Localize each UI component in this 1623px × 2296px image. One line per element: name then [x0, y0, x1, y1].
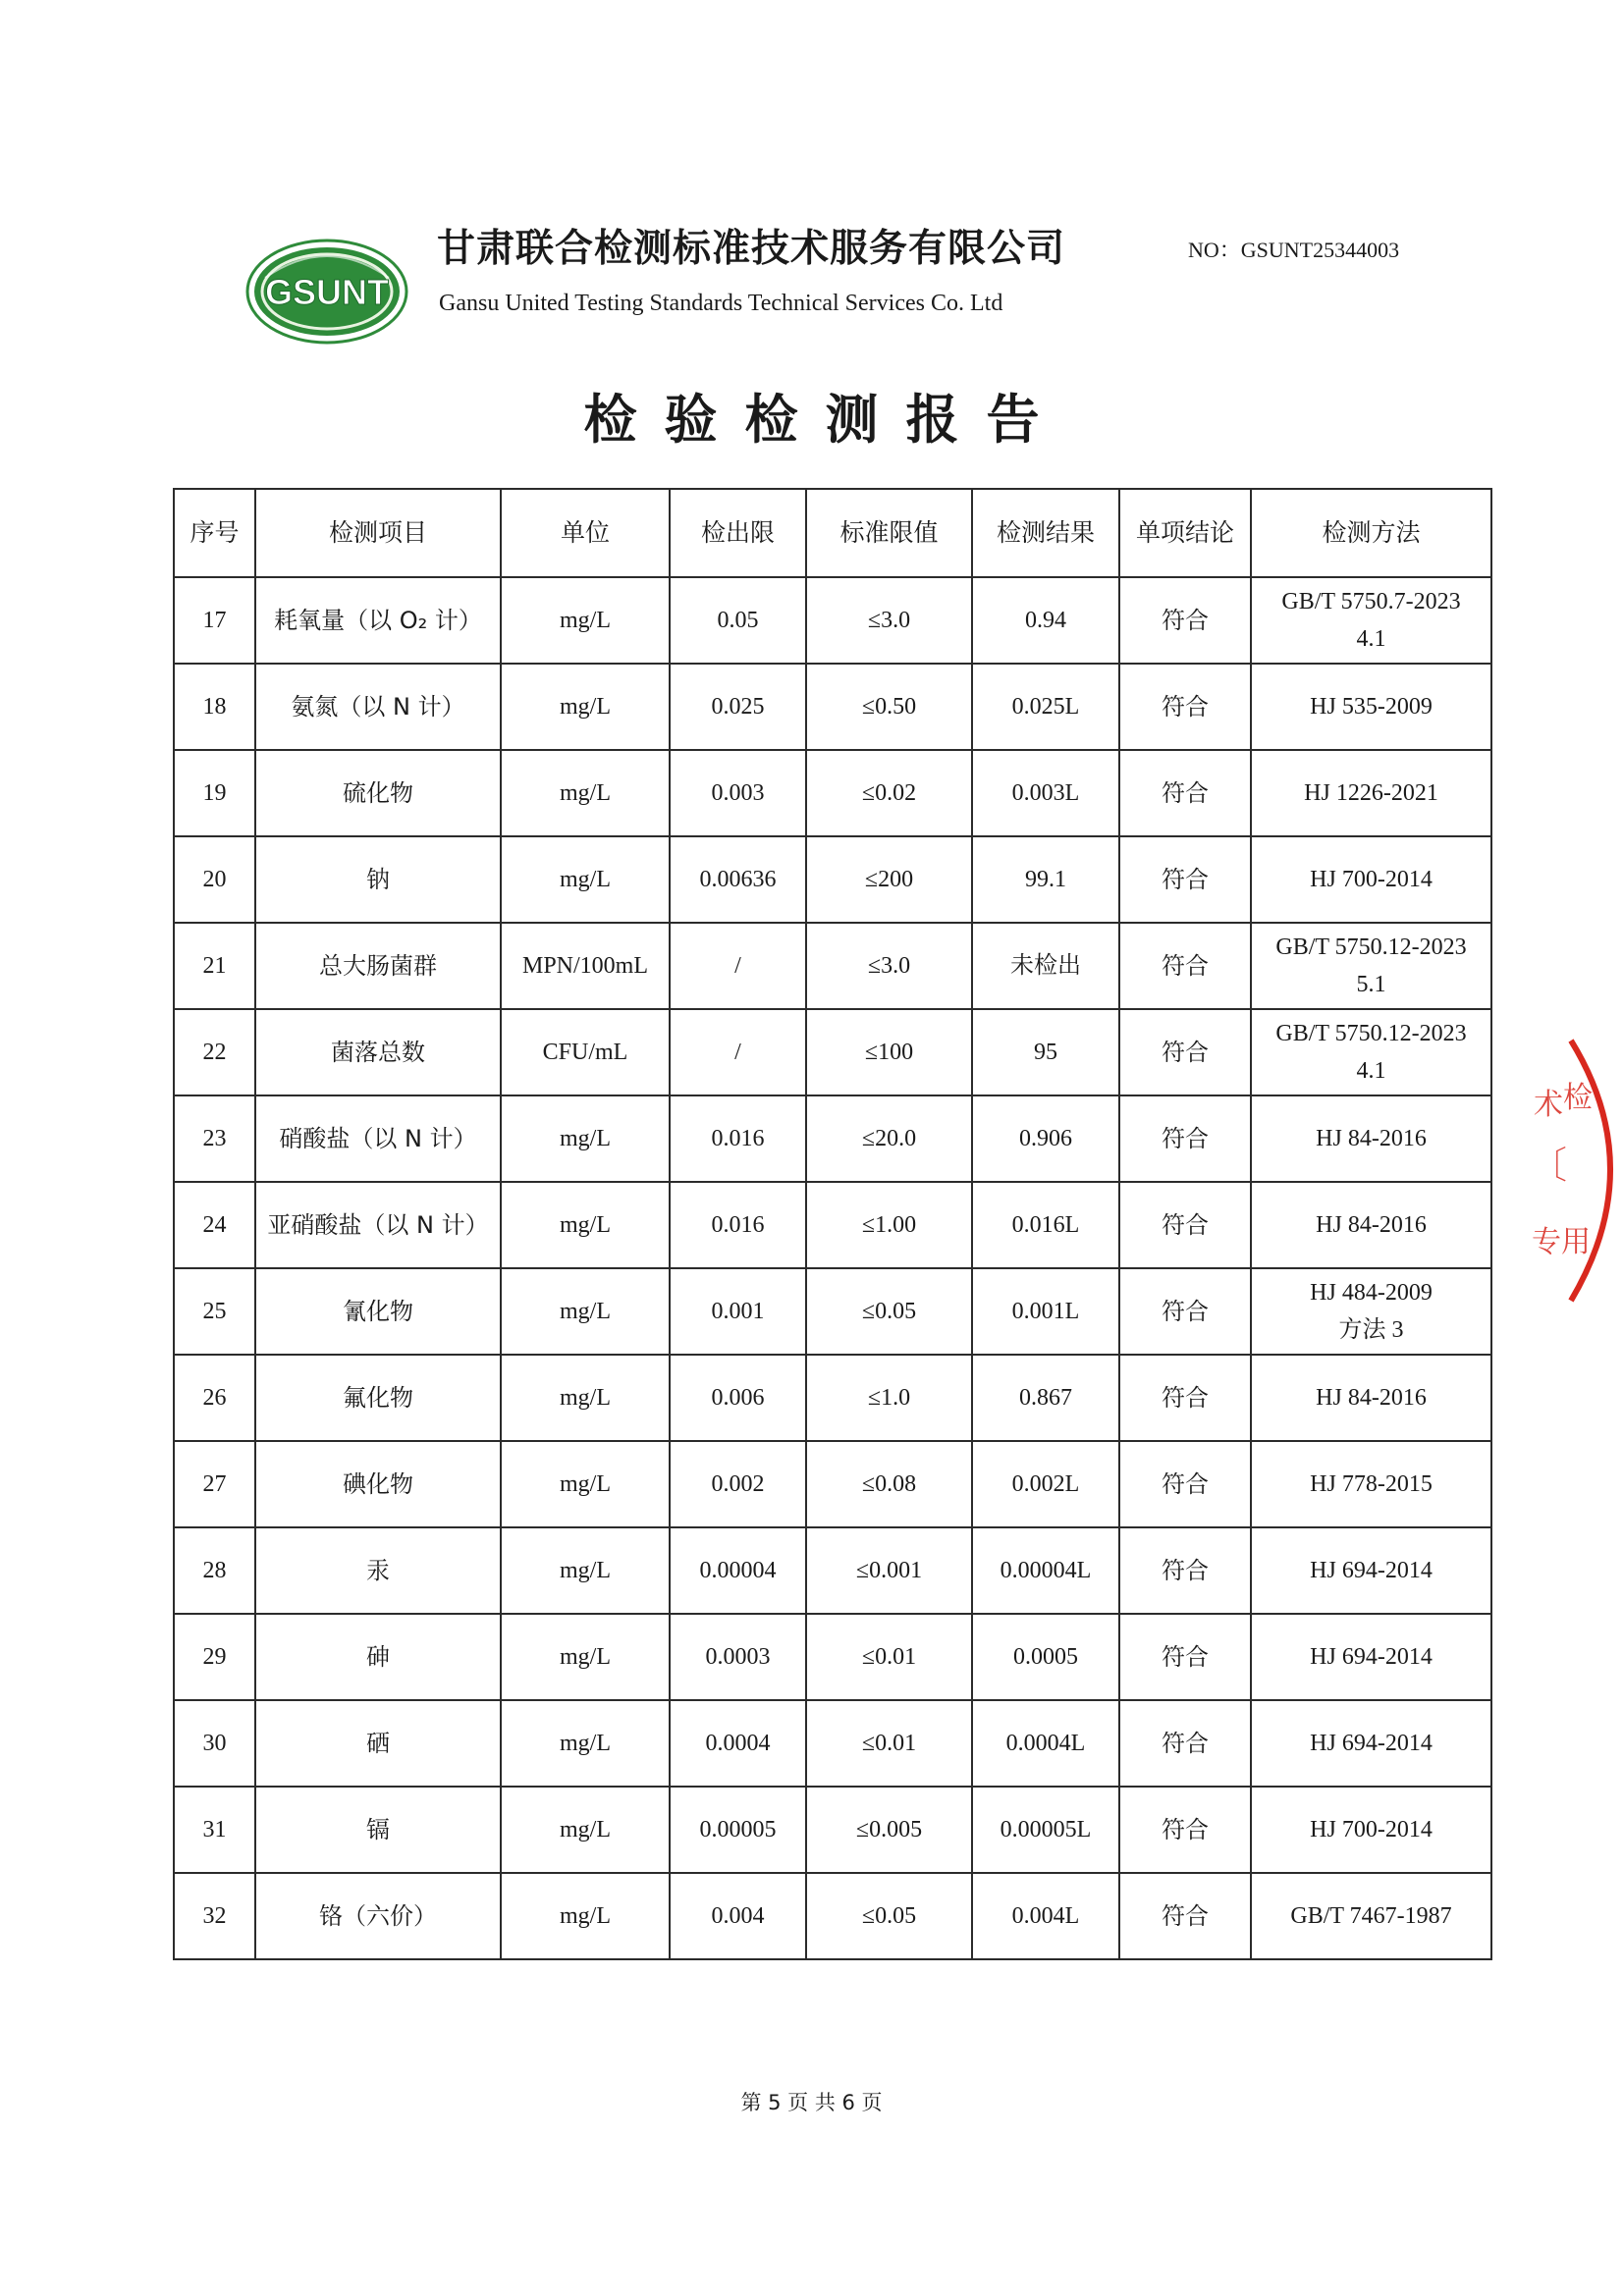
- cell-no-text: 20: [202, 867, 227, 892]
- company-name-cn: 甘肃联合检测标准技术服务有限公司: [437, 227, 1066, 271]
- table-row: [174, 1527, 1491, 1614]
- cell-detection-limit: [670, 577, 806, 664]
- cell-no-text: 29: [202, 1644, 227, 1670]
- cell-detection-limit-text: /: [734, 953, 741, 979]
- cell-method-text: HJ 694-2014: [1310, 1558, 1433, 1583]
- cell-unit: [501, 923, 670, 1009]
- cell-result-text: 0.0005: [1013, 1644, 1078, 1670]
- cell-conclusion-text: 符合: [1162, 952, 1209, 980]
- cell-conclusion-text: 符合: [1162, 1902, 1209, 1930]
- cell-standard-limit: [806, 1182, 972, 1268]
- cell-method: [1251, 923, 1491, 1009]
- cell-detection-limit-text: 0.00636: [699, 867, 777, 892]
- cell-method-text: HJ 694-2014: [1310, 1731, 1433, 1756]
- cell-standard-limit-text: ≤3.0: [867, 953, 911, 979]
- cell-conclusion-text: 符合: [1162, 866, 1209, 893]
- cell-unit: [501, 1441, 670, 1527]
- cell-result-text: 未检出: [1010, 953, 1081, 979]
- cell-no: [174, 836, 255, 923]
- col-header-item: 检测项目: [255, 489, 501, 577]
- cell-standard-limit-text: ≤0.01: [861, 1644, 917, 1670]
- cell-standard-limit-text: ≤0.05: [861, 1299, 917, 1324]
- cell-conclusion: [1119, 836, 1251, 923]
- cell-unit-text: CFU/mL: [542, 1040, 628, 1065]
- page-footer: 第 5 页 共 6 页: [740, 2091, 883, 2114]
- cell-detection-limit: [670, 1787, 806, 1873]
- table-row: [174, 577, 1491, 664]
- table-header-row: [174, 489, 1491, 577]
- cell-unit: [501, 750, 670, 836]
- cell-unit: [501, 1009, 670, 1095]
- cell-result: [972, 1095, 1119, 1182]
- cell-unit: [501, 664, 670, 750]
- cell-conclusion-text: 符合: [1162, 607, 1209, 634]
- cell-result-text: 0.00005L: [1000, 1817, 1092, 1842]
- cell-item: [255, 1355, 501, 1441]
- cell-method: [1251, 1441, 1491, 1527]
- cell-standard-limit-text: ≤100: [864, 1040, 914, 1065]
- cell-result-text: 0.003L: [1011, 780, 1080, 806]
- cell-result-text: 0.004L: [1011, 1903, 1080, 1929]
- cell-result-text: 0.867: [1019, 1385, 1072, 1411]
- cell-result-text: 0.025L: [1011, 694, 1080, 720]
- cell-item-text: 碘化物: [343, 1470, 413, 1498]
- cell-detection-limit: [670, 750, 806, 836]
- cell-item-text: 总大肠菌群: [319, 952, 437, 980]
- official-seal-stamp: [1512, 1021, 1623, 1315]
- cell-result-text: 0.94: [1025, 608, 1066, 633]
- cell-item-text: 铬（六价）: [319, 1902, 437, 1930]
- cell-result: [972, 1182, 1119, 1268]
- cell-no: [174, 664, 255, 750]
- cell-no: [174, 1614, 255, 1700]
- cell-no: [174, 1527, 255, 1614]
- cell-standard-limit-text: ≤0.005: [855, 1817, 923, 1842]
- cell-no-text: 17: [202, 608, 227, 633]
- cell-result-text: 99.1: [1025, 867, 1066, 892]
- cell-result-text: 0.906: [1019, 1126, 1072, 1151]
- cell-no-text: 31: [202, 1817, 227, 1842]
- cell-conclusion-text: 符合: [1162, 779, 1209, 807]
- cell-conclusion-text: 符合: [1162, 1643, 1209, 1671]
- cell-conclusion: [1119, 1614, 1251, 1700]
- cell-detection-limit: [670, 1873, 806, 1959]
- cell-result-text: 0.0004L: [1005, 1731, 1086, 1756]
- logo-text: GSUNT: [265, 272, 389, 312]
- cell-method-text: HJ 84-2016: [1316, 1385, 1427, 1411]
- cell-no: [174, 1787, 255, 1873]
- cell-conclusion: [1119, 1787, 1251, 1873]
- cell-unit-text: mg/L: [560, 780, 611, 806]
- cell-detection-limit: [670, 1700, 806, 1787]
- cell-standard-limit-text: ≤3.0: [867, 608, 911, 633]
- cell-detection-limit: [670, 1182, 806, 1268]
- table-row: [174, 1268, 1491, 1355]
- cell-method: [1251, 1700, 1491, 1787]
- table-row: [174, 1182, 1491, 1268]
- cell-method-text: HJ 535-2009: [1310, 694, 1433, 720]
- cell-standard-limit-text: ≤0.05: [861, 1903, 917, 1929]
- cell-result: [972, 1355, 1119, 1441]
- cell-unit-text: mg/L: [560, 694, 611, 720]
- cell-conclusion: [1119, 1873, 1251, 1959]
- cell-method-clause: 4.1: [1356, 1058, 1386, 1084]
- cell-item-text: 菌落总数: [331, 1039, 425, 1066]
- cell-no: [174, 1700, 255, 1787]
- cell-detection-limit-text: 0.004: [711, 1903, 765, 1929]
- cell-no: [174, 1268, 255, 1355]
- cell-result-text: 0.00004L: [1000, 1558, 1092, 1583]
- cell-conclusion: [1119, 1009, 1251, 1095]
- table-row: [174, 1700, 1491, 1787]
- col-header-conclusion: 单项结论: [1119, 489, 1251, 577]
- cell-conclusion: [1119, 664, 1251, 750]
- cell-result: [972, 923, 1119, 1009]
- cell-unit: [501, 1527, 670, 1614]
- cell-unit: [501, 1873, 670, 1959]
- cell-unit: [501, 1787, 670, 1873]
- cell-unit-text: mg/L: [560, 1731, 611, 1756]
- cell-detection-limit-text: 0.05: [717, 608, 759, 633]
- cell-detection-limit: [670, 923, 806, 1009]
- cell-standard-limit: [806, 1700, 972, 1787]
- table-row: [174, 1614, 1491, 1700]
- cell-item: [255, 1268, 501, 1355]
- cell-conclusion-text: 符合: [1162, 1470, 1209, 1498]
- cell-standard-limit-text: ≤1.00: [861, 1212, 917, 1238]
- table-row: [174, 1441, 1491, 1527]
- cell-result: [972, 1268, 1119, 1355]
- cell-method-text: HJ 694-2014: [1310, 1644, 1433, 1670]
- cell-standard-limit-text: ≤0.50: [861, 694, 917, 720]
- table-row: [174, 1355, 1491, 1441]
- cell-standard-limit-text: ≤0.01: [861, 1731, 917, 1756]
- cell-result: [972, 1787, 1119, 1873]
- cell-unit-text: mg/L: [560, 1299, 611, 1324]
- cell-standard-limit: [806, 1355, 972, 1441]
- cell-item-text: 钠: [366, 866, 390, 893]
- cell-result-text: 95: [1034, 1040, 1057, 1065]
- cell-no: [174, 1873, 255, 1959]
- cell-standard-limit-text: ≤1.0: [867, 1385, 911, 1411]
- cell-no-text: 32: [202, 1903, 227, 1929]
- cell-method: [1251, 1527, 1491, 1614]
- table-row: [174, 1787, 1491, 1873]
- cell-no: [174, 750, 255, 836]
- col-header-unit: 单位: [501, 489, 670, 577]
- cell-item: [255, 750, 501, 836]
- table-row: [174, 923, 1491, 1009]
- table-body: [174, 577, 1491, 1959]
- cell-no: [174, 1009, 255, 1095]
- cell-method-text: HJ 700-2014: [1310, 867, 1433, 892]
- svg-text:〔: 〔: [1530, 1144, 1568, 1187]
- cell-standard-limit: [806, 664, 972, 750]
- svg-text:专用: 专用: [1532, 1225, 1591, 1259]
- cell-item: [255, 1009, 501, 1095]
- cell-item: [255, 577, 501, 664]
- cell-no-text: 18: [202, 694, 227, 720]
- cell-conclusion: [1119, 1441, 1251, 1527]
- cell-standard-limit-text: ≤0.02: [861, 780, 917, 806]
- cell-item-text: 硫化物: [343, 779, 413, 807]
- cell-item-text: 硒: [366, 1730, 390, 1757]
- cell-detection-limit: [670, 1009, 806, 1095]
- cell-detection-limit-text: 0.001: [711, 1299, 765, 1324]
- cell-detection-limit-text: 0.006: [711, 1385, 765, 1411]
- cell-no: [174, 1095, 255, 1182]
- cell-standard-limit: [806, 923, 972, 1009]
- cell-standard-limit: [806, 1527, 972, 1614]
- cell-method: [1251, 836, 1491, 923]
- cell-conclusion-text: 符合: [1162, 1730, 1209, 1757]
- cell-no-text: 19: [202, 780, 227, 806]
- cell-conclusion: [1119, 1355, 1251, 1441]
- cell-result-text: 0.002L: [1011, 1471, 1080, 1497]
- table-row: [174, 1095, 1491, 1182]
- cell-conclusion: [1119, 577, 1251, 664]
- cell-unit-text: mg/L: [560, 867, 611, 892]
- cell-standard-limit-text: ≤0.001: [855, 1558, 923, 1583]
- cell-conclusion-text: 符合: [1162, 693, 1209, 721]
- cell-conclusion-text: 符合: [1162, 1125, 1209, 1152]
- cell-conclusion: [1119, 1700, 1251, 1787]
- cell-result-text: 0.001L: [1011, 1299, 1080, 1324]
- results-table: [173, 488, 1492, 1960]
- col-header-standard-limit: 标准限值: [806, 489, 972, 577]
- cell-method-text: GB/T 7467-1987: [1290, 1903, 1452, 1929]
- cell-conclusion: [1119, 1182, 1251, 1268]
- company-logo: [245, 239, 408, 345]
- cell-method: [1251, 1095, 1491, 1182]
- cell-standard-limit-text: ≤0.08: [861, 1471, 917, 1497]
- cell-result: [972, 1441, 1119, 1527]
- cell-unit-text: mg/L: [560, 1558, 611, 1583]
- cell-detection-limit-text: 0.016: [711, 1212, 765, 1238]
- cell-method: [1251, 1787, 1491, 1873]
- cell-detection-limit: [670, 1614, 806, 1700]
- cell-detection-limit-text: 0.00005: [699, 1817, 777, 1842]
- cell-conclusion: [1119, 750, 1251, 836]
- cell-item: [255, 1614, 501, 1700]
- cell-conclusion: [1119, 1268, 1251, 1355]
- cell-conclusion: [1119, 1095, 1251, 1182]
- cell-standard-limit: [806, 1787, 972, 1873]
- cell-standard-limit: [806, 836, 972, 923]
- cell-item: [255, 1527, 501, 1614]
- cell-result: [972, 750, 1119, 836]
- cell-standard-limit: [806, 1268, 972, 1355]
- cell-item: [255, 1873, 501, 1959]
- svg-text:术: 术: [1534, 1088, 1563, 1122]
- cell-standard-limit-text: ≤20.0: [861, 1126, 917, 1151]
- cell-method-text: GB/T 5750.12-2023: [1275, 1021, 1467, 1046]
- cell-no-text: 28: [202, 1558, 227, 1583]
- cell-item-text: 镉: [366, 1816, 390, 1843]
- cell-item: [255, 1182, 501, 1268]
- cell-item: [255, 664, 501, 750]
- cell-detection-limit-text: 0.0004: [705, 1731, 771, 1756]
- cell-result-text: 0.016L: [1011, 1212, 1080, 1238]
- cell-method: [1251, 1009, 1491, 1095]
- cell-method-text: HJ 778-2015: [1310, 1471, 1433, 1497]
- cell-item-text: 汞: [366, 1557, 390, 1584]
- cell-conclusion-text: 符合: [1162, 1211, 1209, 1239]
- cell-no: [174, 1182, 255, 1268]
- cell-detection-limit: [670, 1527, 806, 1614]
- cell-method-text: HJ 484-2009: [1310, 1280, 1433, 1306]
- cell-standard-limit-text: ≤200: [864, 867, 914, 892]
- table-row: [174, 664, 1491, 750]
- cell-no-text: 22: [202, 1040, 227, 1065]
- cell-unit: [501, 1268, 670, 1355]
- cell-method: [1251, 1182, 1491, 1268]
- cell-no-text: 26: [202, 1385, 227, 1411]
- cell-standard-limit: [806, 750, 972, 836]
- cell-conclusion: [1119, 923, 1251, 1009]
- report-title: 检验检测报告: [583, 389, 1067, 451]
- cell-detection-limit-text: 0.016: [711, 1126, 765, 1151]
- cell-result: [972, 1009, 1119, 1095]
- cell-method: [1251, 664, 1491, 750]
- cell-method: [1251, 750, 1491, 836]
- cell-method-text: HJ 1226-2021: [1304, 780, 1438, 806]
- cell-detection-limit-text: /: [734, 1040, 741, 1065]
- cell-result: [972, 1700, 1119, 1787]
- cell-item-text: 氰化物: [343, 1298, 413, 1325]
- cell-detection-limit: [670, 1441, 806, 1527]
- cell-unit: [501, 1700, 670, 1787]
- cell-conclusion-text: 符合: [1162, 1039, 1209, 1066]
- cell-conclusion-text: 符合: [1162, 1557, 1209, 1584]
- cell-conclusion-text: 符合: [1162, 1384, 1209, 1412]
- cell-item: [255, 923, 501, 1009]
- cell-unit-text: mg/L: [560, 608, 611, 633]
- cell-method: [1251, 1873, 1491, 1959]
- cell-standard-limit: [806, 1095, 972, 1182]
- cell-no-text: 24: [202, 1212, 227, 1238]
- table-row: [174, 1873, 1491, 1959]
- cell-item: [255, 1441, 501, 1527]
- col-header-method: 检测方法: [1251, 489, 1491, 577]
- cell-result: [972, 577, 1119, 664]
- col-header-detection-limit: 检出限: [670, 489, 806, 577]
- cell-unit: [501, 836, 670, 923]
- cell-unit-text: mg/L: [560, 1385, 611, 1411]
- cell-unit-text: mg/L: [560, 1212, 611, 1238]
- cell-detection-limit: [670, 1095, 806, 1182]
- cell-unit: [501, 1095, 670, 1182]
- cell-unit: [501, 1182, 670, 1268]
- cell-item: [255, 1700, 501, 1787]
- cell-unit-text: mg/L: [560, 1817, 611, 1842]
- cell-method-text: GB/T 5750.12-2023: [1275, 934, 1467, 960]
- cell-unit-text: mg/L: [560, 1903, 611, 1929]
- cell-method-text: HJ 84-2016: [1316, 1212, 1427, 1238]
- cell-standard-limit: [806, 577, 972, 664]
- cell-method-clause: 5.1: [1356, 972, 1386, 997]
- cell-detection-limit: [670, 836, 806, 923]
- cell-method-clause: 4.1: [1356, 626, 1386, 652]
- cell-unit: [501, 577, 670, 664]
- table-row: [174, 750, 1491, 836]
- cell-no-text: 21: [202, 953, 227, 979]
- cell-unit-text: mg/L: [560, 1126, 611, 1151]
- cell-standard-limit: [806, 1614, 972, 1700]
- cell-detection-limit-text: 0.0003: [705, 1644, 771, 1670]
- col-header-no: 序号: [174, 489, 255, 577]
- cell-detection-limit: [670, 664, 806, 750]
- cell-conclusion-text: 符合: [1162, 1298, 1209, 1325]
- cell-no: [174, 1355, 255, 1441]
- cell-method: [1251, 1355, 1491, 1441]
- cell-result: [972, 1614, 1119, 1700]
- cell-unit: [501, 1614, 670, 1700]
- cell-conclusion-text: 符合: [1162, 1816, 1209, 1843]
- col-header-result: 检测结果: [972, 489, 1119, 577]
- cell-unit-text: mg/L: [560, 1471, 611, 1497]
- cell-no-text: 23: [202, 1126, 227, 1151]
- cell-method: [1251, 577, 1491, 664]
- cell-detection-limit-text: 0.025: [711, 694, 765, 720]
- cell-item-text: 氨氮（以 N 计）: [291, 693, 465, 721]
- cell-no-text: 27: [202, 1471, 227, 1497]
- cell-detection-limit: [670, 1268, 806, 1355]
- cell-result: [972, 664, 1119, 750]
- cell-result: [972, 836, 1119, 923]
- cell-item-text: 耗氧量（以 O₂ 计）: [274, 607, 482, 634]
- cell-result: [972, 1873, 1119, 1959]
- cell-detection-limit-text: 0.003: [711, 780, 765, 806]
- svg-text:检: 检: [1563, 1081, 1593, 1115]
- cell-standard-limit: [806, 1441, 972, 1527]
- cell-item: [255, 1787, 501, 1873]
- cell-no-text: 30: [202, 1731, 227, 1756]
- cell-result: [972, 1527, 1119, 1614]
- cell-item-text: 亚硝酸盐（以 N 计）: [267, 1211, 489, 1239]
- cell-unit-text: mg/L: [560, 1644, 611, 1670]
- cell-method-text: GB/T 5750.7-2023: [1281, 589, 1461, 614]
- cell-item: [255, 836, 501, 923]
- cell-item-text: 砷: [366, 1643, 390, 1671]
- cell-method-text: HJ 84-2016: [1316, 1126, 1427, 1151]
- cell-no: [174, 1441, 255, 1527]
- cell-conclusion: [1119, 1527, 1251, 1614]
- cell-standard-limit: [806, 1873, 972, 1959]
- cell-item-text: 硝酸盐（以 N 计）: [279, 1125, 477, 1152]
- company-name-en: Gansu United Testing Standards Technical Services Co. Ltd: [439, 291, 1003, 316]
- cell-item: [255, 1095, 501, 1182]
- cell-method: [1251, 1268, 1491, 1355]
- cell-unit: [501, 1355, 670, 1441]
- cell-no-text: 25: [202, 1299, 227, 1324]
- table-row: [174, 836, 1491, 923]
- cell-method: [1251, 1614, 1491, 1700]
- report-number: NO：GSUNT25344003: [1188, 238, 1400, 262]
- cell-unit-text: MPN/100mL: [521, 953, 648, 979]
- cell-detection-limit: [670, 1355, 806, 1441]
- cell-standard-limit: [806, 1009, 972, 1095]
- cell-method-clause: 方法 3: [1338, 1317, 1404, 1343]
- cell-no: [174, 923, 255, 1009]
- cell-item-text: 氟化物: [343, 1384, 413, 1412]
- cell-no: [174, 577, 255, 664]
- cell-method-text: HJ 700-2014: [1310, 1817, 1433, 1842]
- cell-detection-limit-text: 0.002: [711, 1471, 765, 1497]
- cell-detection-limit-text: 0.00004: [699, 1558, 777, 1583]
- table-row: [174, 1009, 1491, 1095]
